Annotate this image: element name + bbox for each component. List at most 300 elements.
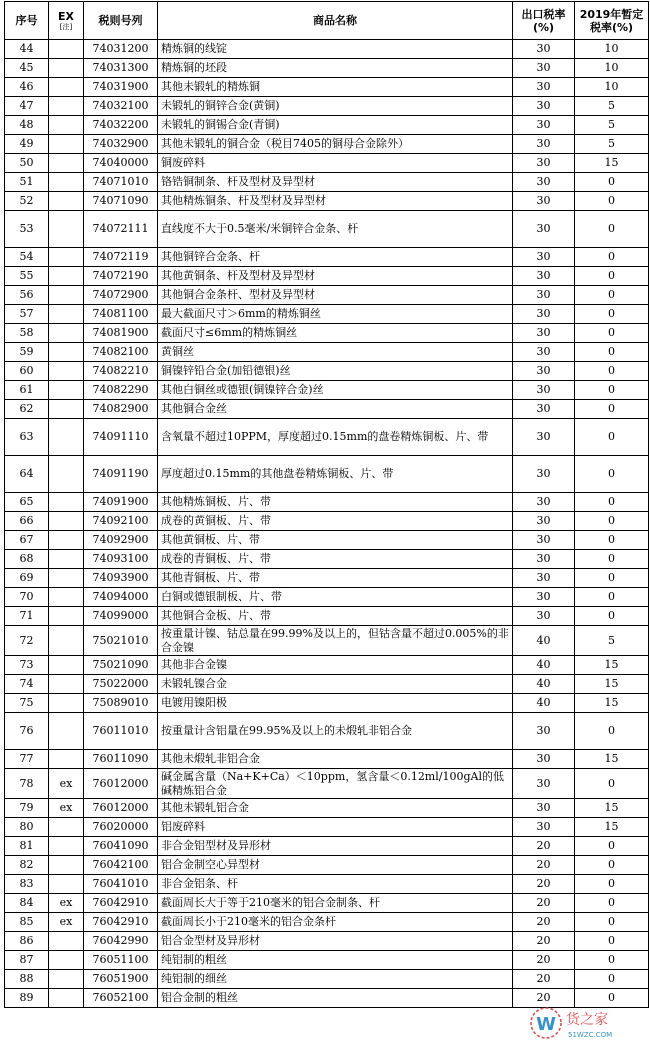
cell-ex bbox=[49, 932, 84, 951]
cell-export-rate: 30 bbox=[513, 59, 575, 78]
cell-code: 76042100 bbox=[84, 856, 158, 875]
cell-code: 74032100 bbox=[84, 97, 158, 116]
cell-export-rate: 30 bbox=[513, 305, 575, 324]
cell-code: 74092900 bbox=[84, 531, 158, 550]
cell-temp-rate: 0 bbox=[575, 512, 649, 531]
cell-seq: 55 bbox=[5, 267, 49, 286]
cell-export-rate: 30 bbox=[513, 588, 575, 607]
header-seq: 序号 bbox=[5, 2, 49, 40]
cell-export-rate: 30 bbox=[513, 248, 575, 267]
cell-seq: 87 bbox=[5, 951, 49, 970]
cell-export-rate: 30 bbox=[513, 40, 575, 59]
cell-code: 74081100 bbox=[84, 305, 158, 324]
cell-export-rate: 20 bbox=[513, 932, 575, 951]
cell-seq: 81 bbox=[5, 837, 49, 856]
table-row bbox=[5, 78, 649, 97]
cell-seq: 66 bbox=[5, 512, 49, 531]
cell-ex bbox=[49, 211, 84, 248]
cell-temp-rate: 0 bbox=[575, 456, 649, 493]
cell-code: 74093100 bbox=[84, 550, 158, 569]
cell-ex bbox=[49, 493, 84, 512]
cell-ex bbox=[49, 512, 84, 531]
table-row bbox=[5, 419, 649, 456]
cell-code: 74032200 bbox=[84, 116, 158, 135]
cell-seq: 76 bbox=[5, 713, 49, 750]
header-export-rate-label: 出口税率 bbox=[521, 7, 566, 21]
cell-seq: 88 bbox=[5, 970, 49, 989]
cell-ex bbox=[49, 400, 84, 419]
cell-temp-rate: 0 bbox=[575, 951, 649, 970]
cell-name: 成卷的黄铜板、片、带 bbox=[158, 512, 513, 531]
table-row bbox=[5, 588, 649, 607]
cell-temp-rate: 0 bbox=[575, 286, 649, 305]
cell-seq: 63 bbox=[5, 419, 49, 456]
cell-ex bbox=[49, 173, 84, 192]
cell-name: 铬锆铜制条、杆及型材及异型材 bbox=[158, 173, 513, 192]
table-row bbox=[5, 531, 649, 550]
cell-name: 其他铜合金板、片、带 bbox=[158, 607, 513, 626]
cell-seq: 83 bbox=[5, 875, 49, 894]
cell-seq: 61 bbox=[5, 381, 49, 400]
cell-export-rate: 30 bbox=[513, 381, 575, 400]
table-row bbox=[5, 932, 649, 951]
cell-name: 按重量计镍、钴总量在99.99%及以上的，但钴含量不超过0.005%的非合金镍 bbox=[158, 626, 513, 656]
cell-code: 76011090 bbox=[84, 750, 158, 769]
cell-export-rate: 40 bbox=[513, 675, 575, 694]
cell-ex bbox=[49, 40, 84, 59]
table-row bbox=[5, 512, 649, 531]
cell-export-rate: 40 bbox=[513, 656, 575, 675]
cell-temp-rate: 0 bbox=[575, 400, 649, 419]
cell-code: 75089010 bbox=[84, 694, 158, 713]
watermark-text: 货之家 bbox=[566, 1012, 608, 1028]
cell-seq: 47 bbox=[5, 97, 49, 116]
cell-export-rate: 30 bbox=[513, 97, 575, 116]
cell-name: 精炼铜的坯段 bbox=[158, 59, 513, 78]
cell-ex bbox=[49, 456, 84, 493]
cell-export-rate: 30 bbox=[513, 192, 575, 211]
cell-seq: 68 bbox=[5, 550, 49, 569]
cell-export-rate: 20 bbox=[513, 951, 575, 970]
table-row bbox=[5, 970, 649, 989]
cell-code: 74091190 bbox=[84, 456, 158, 493]
header-ex bbox=[49, 2, 84, 40]
cell-export-rate: 30 bbox=[513, 343, 575, 362]
table-row bbox=[5, 750, 649, 769]
cell-export-rate: 30 bbox=[513, 456, 575, 493]
cell-code: 75021090 bbox=[84, 656, 158, 675]
cell-name: 精炼铜的线锭 bbox=[158, 40, 513, 59]
cell-seq: 79 bbox=[5, 799, 49, 818]
cell-name: 未锻轧的铜锡合金(青铜) bbox=[158, 116, 513, 135]
cell-temp-rate: 0 bbox=[575, 192, 649, 211]
cell-ex: ex bbox=[49, 913, 84, 932]
cell-temp-rate: 0 bbox=[575, 588, 649, 607]
cell-temp-rate: 0 bbox=[575, 569, 649, 588]
table-row bbox=[5, 713, 649, 750]
cell-temp-rate: 0 bbox=[575, 381, 649, 400]
cell-name: 其他精炼铜板、片、带 bbox=[158, 493, 513, 512]
cell-export-rate: 30 bbox=[513, 419, 575, 456]
cell-code: 74091900 bbox=[84, 493, 158, 512]
table-row bbox=[5, 211, 649, 248]
cell-code: 76012000 bbox=[84, 769, 158, 799]
table-row bbox=[5, 286, 649, 305]
cell-seq: 65 bbox=[5, 493, 49, 512]
cell-temp-rate: 0 bbox=[575, 267, 649, 286]
cell-seq: 89 bbox=[5, 989, 49, 1008]
cell-ex bbox=[49, 550, 84, 569]
cell-temp-rate: 0 bbox=[575, 713, 649, 750]
cell-code: 76011010 bbox=[84, 713, 158, 750]
cell-temp-rate: 15 bbox=[575, 799, 649, 818]
cell-code: 74031900 bbox=[84, 78, 158, 97]
cell-seq: 52 bbox=[5, 192, 49, 211]
cell-code: 76052100 bbox=[84, 989, 158, 1008]
table-row bbox=[5, 951, 649, 970]
cell-temp-rate: 10 bbox=[575, 59, 649, 78]
cell-temp-rate: 0 bbox=[575, 173, 649, 192]
cell-seq: 70 bbox=[5, 588, 49, 607]
cell-seq: 64 bbox=[5, 456, 49, 493]
cell-temp-rate: 15 bbox=[575, 656, 649, 675]
cell-name: 截面尺寸≤6mm的精炼铜丝 bbox=[158, 324, 513, 343]
table-row bbox=[5, 818, 649, 837]
table-row bbox=[5, 97, 649, 116]
table-body bbox=[5, 40, 649, 1008]
table-row bbox=[5, 154, 649, 173]
cell-name: 厚度超过0.15mm的其他盘卷精炼铜板、片、带 bbox=[158, 456, 513, 493]
cell-code: 74072190 bbox=[84, 267, 158, 286]
table-row bbox=[5, 675, 649, 694]
cell-seq: 56 bbox=[5, 286, 49, 305]
table-row bbox=[5, 343, 649, 362]
cell-seq: 54 bbox=[5, 248, 49, 267]
cell-seq: 73 bbox=[5, 656, 49, 675]
cell-name: 铝合金制空心异型材 bbox=[158, 856, 513, 875]
cell-ex bbox=[49, 419, 84, 456]
watermark-subtext: 51WZC.COM bbox=[568, 1031, 613, 1039]
cell-seq: 58 bbox=[5, 324, 49, 343]
cell-temp-rate: 0 bbox=[575, 419, 649, 456]
table-row bbox=[5, 267, 649, 286]
cell-temp-rate: 0 bbox=[575, 211, 649, 248]
cell-ex bbox=[49, 607, 84, 626]
cell-export-rate: 30 bbox=[513, 154, 575, 173]
cell-temp-rate: 15 bbox=[575, 154, 649, 173]
cell-ex bbox=[49, 362, 84, 381]
cell-seq: 50 bbox=[5, 154, 49, 173]
table-row bbox=[5, 59, 649, 78]
cell-name: 其他白铜丝或德银(铜镍锌合金)丝 bbox=[158, 381, 513, 400]
cell-temp-rate: 10 bbox=[575, 78, 649, 97]
cell-code: 74092100 bbox=[84, 512, 158, 531]
cell-name: 其他未锻轧的精炼铜 bbox=[158, 78, 513, 97]
cell-export-rate: 40 bbox=[513, 626, 575, 656]
table-header bbox=[5, 2, 649, 40]
cell-code: 76020000 bbox=[84, 818, 158, 837]
table-row bbox=[5, 173, 649, 192]
cell-export-rate: 30 bbox=[513, 173, 575, 192]
cell-code: 74031200 bbox=[84, 40, 158, 59]
cell-seq: 77 bbox=[5, 750, 49, 769]
cell-name: 其他铜合金丝 bbox=[158, 400, 513, 419]
cell-ex bbox=[49, 750, 84, 769]
table-row bbox=[5, 192, 649, 211]
cell-code: 74072119 bbox=[84, 248, 158, 267]
cell-export-rate: 20 bbox=[513, 894, 575, 913]
tariff-table bbox=[4, 1, 649, 1008]
cell-name: 直线度不大于0.5毫米/米铜锌合金条、杆 bbox=[158, 211, 513, 248]
watermark-ring-icon bbox=[531, 1008, 561, 1038]
cell-seq: 80 bbox=[5, 818, 49, 837]
cell-name: 铝废碎料 bbox=[158, 818, 513, 837]
cell-temp-rate: 15 bbox=[575, 694, 649, 713]
cell-name: 含氧量不超过10PPM，厚度超过0.15mm的盘卷精炼铜板、片、带 bbox=[158, 419, 513, 456]
cell-name: 非合金铝型材及异形材 bbox=[158, 837, 513, 856]
cell-code: 74099000 bbox=[84, 607, 158, 626]
cell-name: 截面周长小于210毫米的铝合金条杆 bbox=[158, 913, 513, 932]
cell-name: 电镀用镍阳极 bbox=[158, 694, 513, 713]
cell-code: 74032900 bbox=[84, 135, 158, 154]
cell-name: 碱金属含量（Na+K+Ca）＜10ppm，氢含量＜0.12ml/100gAl的低碱精炼铝合金 bbox=[158, 769, 513, 799]
cell-ex bbox=[49, 875, 84, 894]
cell-temp-rate: 5 bbox=[575, 626, 649, 656]
cell-code: 75021010 bbox=[84, 626, 158, 656]
cell-name: 其他未煅轧非铝合金 bbox=[158, 750, 513, 769]
cell-seq: 86 bbox=[5, 932, 49, 951]
cell-name: 其他非合金镍 bbox=[158, 656, 513, 675]
cell-code: 74082100 bbox=[84, 343, 158, 362]
header-temp-rate-line1: 2019年暂定 bbox=[579, 7, 644, 21]
cell-ex bbox=[49, 116, 84, 135]
cell-seq: 71 bbox=[5, 607, 49, 626]
cell-seq: 84 bbox=[5, 894, 49, 913]
cell-ex bbox=[49, 59, 84, 78]
table-row bbox=[5, 694, 649, 713]
cell-temp-rate: 0 bbox=[575, 550, 649, 569]
cell-name: 其他青铜板、片、带 bbox=[158, 569, 513, 588]
cell-name: 纯铝制的细丝 bbox=[158, 970, 513, 989]
cell-name: 其他精炼铜条、杆及型材及异型材 bbox=[158, 192, 513, 211]
cell-ex bbox=[49, 856, 84, 875]
header-export-rate-unit: (%) bbox=[532, 20, 555, 34]
cell-export-rate: 30 bbox=[513, 493, 575, 512]
cell-ex bbox=[49, 694, 84, 713]
cell-code: 74094000 bbox=[84, 588, 158, 607]
table-row bbox=[5, 400, 649, 419]
cell-seq: 82 bbox=[5, 856, 49, 875]
cell-name: 未锻轧的铜锌合金(黄铜) bbox=[158, 97, 513, 116]
table-row bbox=[5, 799, 649, 818]
cell-ex bbox=[49, 248, 84, 267]
cell-name: 其他未锻轧铝合金 bbox=[158, 799, 513, 818]
cell-name: 非合金铝条、杆 bbox=[158, 875, 513, 894]
cell-name: 其他未锻轧的铜合金（税目7405的铜母合金除外） bbox=[158, 135, 513, 154]
cell-temp-rate: 15 bbox=[575, 750, 649, 769]
cell-export-rate: 20 bbox=[513, 875, 575, 894]
table-row bbox=[5, 40, 649, 59]
cell-temp-rate: 0 bbox=[575, 607, 649, 626]
table-row bbox=[5, 248, 649, 267]
cell-code: 74031300 bbox=[84, 59, 158, 78]
cell-name: 铜废碎料 bbox=[158, 154, 513, 173]
cell-ex bbox=[49, 324, 84, 343]
cell-ex bbox=[49, 818, 84, 837]
cell-code: 76041090 bbox=[84, 837, 158, 856]
cell-seq: 49 bbox=[5, 135, 49, 154]
cell-temp-rate: 0 bbox=[575, 362, 649, 381]
cell-export-rate: 30 bbox=[513, 569, 575, 588]
cell-seq: 75 bbox=[5, 694, 49, 713]
cell-ex bbox=[49, 135, 84, 154]
cell-seq: 57 bbox=[5, 305, 49, 324]
watermark-letter: W bbox=[536, 1014, 556, 1035]
cell-name: 截面周长大于等于210毫米的铝合金制条、杆 bbox=[158, 894, 513, 913]
cell-seq: 45 bbox=[5, 59, 49, 78]
cell-temp-rate: 0 bbox=[575, 989, 649, 1008]
cell-name: 最大截面尺寸＞6mm的精炼铜丝 bbox=[158, 305, 513, 324]
cell-ex bbox=[49, 267, 84, 286]
cell-code: 74082290 bbox=[84, 381, 158, 400]
cell-export-rate: 30 bbox=[513, 267, 575, 286]
cell-export-rate: 30 bbox=[513, 78, 575, 97]
cell-ex bbox=[49, 675, 84, 694]
cell-code: 74093900 bbox=[84, 569, 158, 588]
cell-seq: 59 bbox=[5, 343, 49, 362]
cell-code: 74071010 bbox=[84, 173, 158, 192]
header-temp-rate-line2: 税率(%) bbox=[589, 20, 634, 34]
cell-export-rate: 30 bbox=[513, 324, 575, 343]
cell-temp-rate: 0 bbox=[575, 932, 649, 951]
cell-export-rate: 40 bbox=[513, 694, 575, 713]
cell-seq: 62 bbox=[5, 400, 49, 419]
cell-temp-rate: 0 bbox=[575, 305, 649, 324]
cell-code: 76041010 bbox=[84, 875, 158, 894]
cell-export-rate: 20 bbox=[513, 856, 575, 875]
header-ex-label: EX bbox=[58, 10, 74, 23]
cell-ex: ex bbox=[49, 799, 84, 818]
cell-code: 76042990 bbox=[84, 932, 158, 951]
cell-export-rate: 30 bbox=[513, 512, 575, 531]
cell-code: 76051900 bbox=[84, 970, 158, 989]
cell-code: 76051100 bbox=[84, 951, 158, 970]
table-row bbox=[5, 116, 649, 135]
cell-export-rate: 30 bbox=[513, 799, 575, 818]
cell-seq: 46 bbox=[5, 78, 49, 97]
table-row bbox=[5, 305, 649, 324]
table-row bbox=[5, 837, 649, 856]
cell-ex bbox=[49, 305, 84, 324]
table-row bbox=[5, 550, 649, 569]
cell-export-rate: 30 bbox=[513, 362, 575, 381]
cell-temp-rate: 0 bbox=[575, 324, 649, 343]
cell-export-rate: 30 bbox=[513, 607, 575, 626]
cell-temp-rate: 15 bbox=[575, 675, 649, 694]
cell-export-rate: 30 bbox=[513, 550, 575, 569]
cell-code: 75022000 bbox=[84, 675, 158, 694]
cell-temp-rate: 0 bbox=[575, 894, 649, 913]
cell-seq: 78 bbox=[5, 769, 49, 799]
cell-export-rate: 30 bbox=[513, 135, 575, 154]
table-row bbox=[5, 456, 649, 493]
cell-ex bbox=[49, 989, 84, 1008]
cell-seq: 48 bbox=[5, 116, 49, 135]
cell-temp-rate: 0 bbox=[575, 970, 649, 989]
table-row bbox=[5, 656, 649, 675]
table-row bbox=[5, 324, 649, 343]
table-row bbox=[5, 569, 649, 588]
cell-code: 74071090 bbox=[84, 192, 158, 211]
cell-name: 黄铜丝 bbox=[158, 343, 513, 362]
cell-export-rate: 20 bbox=[513, 989, 575, 1008]
cell-code: 76042910 bbox=[84, 894, 158, 913]
table-row bbox=[5, 626, 649, 656]
cell-name: 成卷的青铜板、片、带 bbox=[158, 550, 513, 569]
cell-seq: 85 bbox=[5, 913, 49, 932]
cell-export-rate: 30 bbox=[513, 750, 575, 769]
cell-temp-rate: 5 bbox=[575, 97, 649, 116]
cell-temp-rate: 0 bbox=[575, 769, 649, 799]
cell-ex bbox=[49, 656, 84, 675]
cell-seq: 60 bbox=[5, 362, 49, 381]
cell-name: 其他黄铜板、片、带 bbox=[158, 531, 513, 550]
cell-ex bbox=[49, 531, 84, 550]
cell-export-rate: 30 bbox=[513, 818, 575, 837]
cell-code: 74072111 bbox=[84, 211, 158, 248]
cell-seq: 69 bbox=[5, 569, 49, 588]
cell-seq: 44 bbox=[5, 40, 49, 59]
cell-ex bbox=[49, 343, 84, 362]
table-row bbox=[5, 362, 649, 381]
cell-name: 白铜或德银制板、片、带 bbox=[158, 588, 513, 607]
header-code: 税则号列 bbox=[84, 2, 158, 40]
cell-ex bbox=[49, 837, 84, 856]
cell-temp-rate: 0 bbox=[575, 343, 649, 362]
cell-temp-rate: 5 bbox=[575, 116, 649, 135]
cell-code: 74072900 bbox=[84, 286, 158, 305]
table-row bbox=[5, 493, 649, 512]
cell-export-rate: 30 bbox=[513, 769, 575, 799]
cell-code: 76012000 bbox=[84, 799, 158, 818]
table-row bbox=[5, 381, 649, 400]
cell-name: 其他铜锌合金条、杆 bbox=[158, 248, 513, 267]
table-row bbox=[5, 135, 649, 154]
cell-ex bbox=[49, 713, 84, 750]
cell-temp-rate: 5 bbox=[575, 135, 649, 154]
cell-export-rate: 30 bbox=[513, 116, 575, 135]
cell-temp-rate: 0 bbox=[575, 913, 649, 932]
header-ex-note: [注] bbox=[59, 23, 73, 31]
cell-temp-rate: 0 bbox=[575, 837, 649, 856]
cell-temp-rate: 15 bbox=[575, 818, 649, 837]
table-row bbox=[5, 856, 649, 875]
cell-seq: 67 bbox=[5, 531, 49, 550]
cell-export-rate: 30 bbox=[513, 531, 575, 550]
cell-ex: ex bbox=[49, 894, 84, 913]
table-row bbox=[5, 875, 649, 894]
cell-export-rate: 20 bbox=[513, 837, 575, 856]
table-row bbox=[5, 894, 649, 913]
cell-name: 其他黄铜条、杆及型材及异型材 bbox=[158, 267, 513, 286]
cell-ex bbox=[49, 97, 84, 116]
cell-temp-rate: 0 bbox=[575, 493, 649, 512]
cell-temp-rate: 0 bbox=[575, 248, 649, 267]
table-row bbox=[5, 607, 649, 626]
cell-export-rate: 30 bbox=[513, 286, 575, 305]
cell-code: 74081900 bbox=[84, 324, 158, 343]
cell-ex bbox=[49, 78, 84, 97]
